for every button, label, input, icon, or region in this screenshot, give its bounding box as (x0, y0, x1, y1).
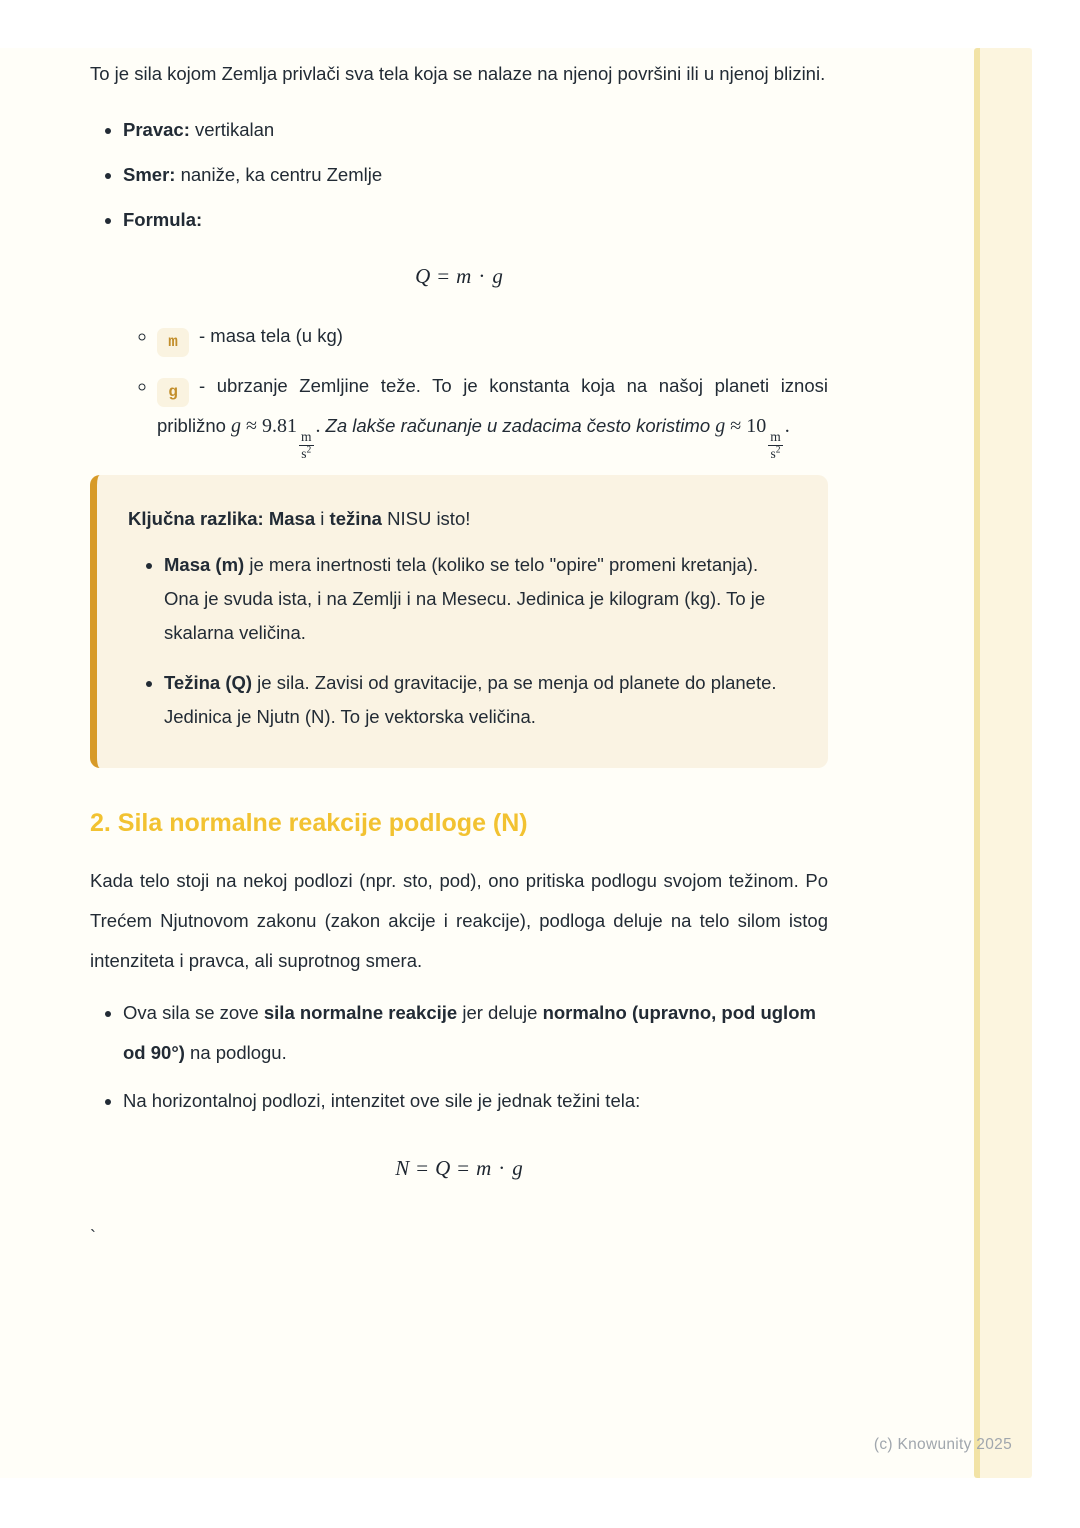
callout-title-regular-2: NISU isto! (381, 508, 471, 530)
weight-formula (90, 261, 828, 291)
page-edge-strip (974, 48, 1032, 1478)
document-page (0, 48, 1032, 1478)
callout-item-tezina (164, 666, 794, 734)
list-item-pravac (123, 108, 828, 151)
pravac-label: Pravac: (123, 119, 190, 140)
callout-title-bold-1: Ključna razlika: Masa (128, 508, 316, 530)
callout-list (128, 548, 794, 734)
equals-sign-1: = (416, 1156, 429, 1181)
list-item-horizontal-surface: • Na horizontalnoj podlozi, intenzitet ove sile je jednak težini tela: (123, 1081, 828, 1121)
inline-math-g-10-var: g ≈ 10 (715, 415, 767, 437)
code-badge-m: m (157, 328, 189, 357)
smer-text: naniže, ka centru Zemlje (175, 164, 383, 185)
normal-force-list (90, 993, 828, 1121)
pravac-text: vertikalan (189, 119, 275, 140)
weight-properties-list (90, 108, 828, 241)
fraction-m-s2: $\frac{m}{s^2}$ (301, 429, 312, 462)
formula-var-Q2: Q (435, 1156, 451, 1181)
footer-copyright: (c) Knowunity 2025 (873, 1436, 1012, 1453)
dot-operator-2: · (498, 1156, 506, 1181)
math-period-2: . (784, 415, 790, 437)
list-item-smer (123, 153, 828, 196)
list-item-gravity-symbol (157, 367, 828, 461)
smer-label: Smer: (123, 164, 176, 185)
callout-title-bold-2: težina (329, 508, 382, 530)
tezina-definition: je sila. Zavisi od gravitacije, pa se menja od planete do planete. Jedinica je Njutn (N). To je vektorska veličina. (164, 672, 777, 728)
callout-title-regular-1: i (315, 508, 330, 530)
intro-paragraph: To je sila kojom Zemlja privlači sva tela koja se nalaze na njenoj površini ili u njenoj blizini. (90, 63, 826, 84)
gravity-italic-note: Za lakše računanje u zadacima često koristimo (325, 415, 716, 436)
formula-var-m: m (456, 264, 472, 288)
masa-term: Masa (m) (164, 554, 245, 576)
inline-math-g-981: g ≈ 9.81 $\frac{m}{s^2}$ (231, 415, 312, 462)
masa-definition: je mera inertnosti tela (koliko se telo "opire" promeni kretanja). Ona je svuda ista, i na Zemlji i na Mesecu. Jedinica je kilogram (kg). To je skalarna veličina. (164, 554, 766, 644)
formula-var-g: g (492, 264, 503, 288)
fraction-m-s2-2: $\frac{m}{s^2}$ (770, 429, 781, 462)
math-period: . (315, 415, 326, 437)
tezina-term: Težina (Q) (164, 672, 253, 694)
gravity-symbol-text: - ubrzanje Zemljine teže. To je konstanta koja na našoj planeti iznosi približno (157, 375, 828, 436)
equals-sign-2: = (457, 1156, 470, 1181)
formula-var-g2: g (512, 1156, 523, 1181)
list-item-normal-force-name: • Ova sila se zove sila normalne reakcije jer deluje normalno (upravno, pod uglom od 90°) na podlogu. (123, 993, 828, 1073)
code-badge-g: g (157, 378, 189, 407)
section-2-paragraph: Kada telo stoji na nekoj podlozi (npr. sto, pod), ono pritiska podlogu svojom težinom. Po Trećem Njutnovom zakonu (zakon akcije i reakcije), podloga deluje na telo silom istog intenziteta i pravca, ali suprotnog smera. (90, 870, 828, 972)
stray-backtick: ` (90, 1227, 96, 1248)
callout-item-masa (164, 548, 794, 650)
formula-label: Formula: (123, 209, 203, 230)
equals-sign: = (437, 264, 450, 288)
normal-force-formula (90, 1153, 828, 1183)
formula-symbols-list (90, 317, 828, 461)
list-item-formula (123, 198, 828, 241)
page-content (90, 48, 828, 1247)
section-2-heading: 2. Sila normalne reakcije podloge (N) (90, 809, 528, 838)
formula-var-m2: m (476, 1156, 492, 1181)
mass-symbol-text: - masa tela (u kg) (199, 325, 343, 346)
formula-var-Q: Q (415, 264, 431, 288)
callout-title (128, 502, 794, 536)
list-item-mass-symbol (157, 317, 828, 357)
dot-operator: · (478, 264, 486, 288)
formula-var-N: N (395, 1156, 410, 1181)
key-difference-callout (90, 475, 828, 768)
